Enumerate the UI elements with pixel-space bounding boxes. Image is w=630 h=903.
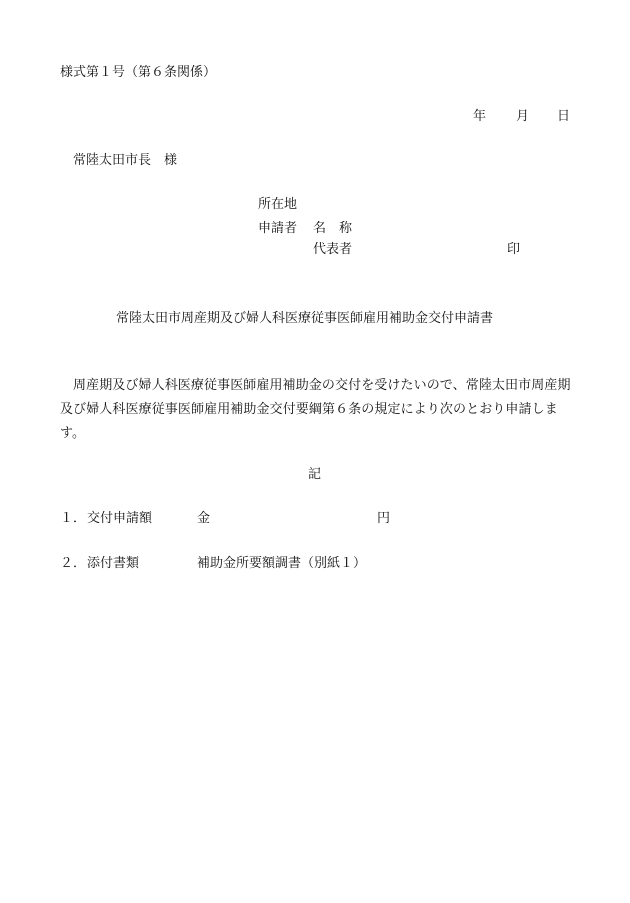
- date-year: 年: [473, 109, 487, 124]
- item-2-number: ２．: [60, 556, 87, 571]
- item-1-value: 金: [197, 511, 211, 526]
- addressee: 常陸太田市長 様: [73, 153, 178, 168]
- document-title: 常陸太田市周産期及び婦人科医療従事医師雇用補助金交付申請書: [116, 311, 494, 326]
- item-1-number: １．: [60, 511, 87, 526]
- address-label: 所在地: [258, 197, 298, 212]
- item-2-value: 補助金所要額調書（別紙１）: [197, 556, 367, 571]
- seal-mark: 印: [507, 242, 521, 257]
- item-1-label: 交付申請額: [87, 511, 153, 526]
- ki-heading: 記: [308, 467, 322, 482]
- representative-label: 代表者: [313, 242, 353, 257]
- item-1-suffix: 円: [377, 511, 391, 526]
- name-label: 名 称: [313, 221, 353, 236]
- date-month: 月: [516, 109, 530, 124]
- form-number: 様式第１号（第６条関係）: [60, 65, 217, 80]
- body-paragraph: 周産期及び婦人科医療従事医師雇用補助金の交付を受けたいので、常陸太田市周産期及び婦人科医療従事医師雇用補助金交付要綱第６条の規定により次のとおり申請します。: [60, 378, 571, 441]
- item-2-label: 添付書類: [87, 556, 140, 571]
- date-day: 日: [557, 109, 571, 124]
- applicant-label: 申請者: [258, 221, 298, 236]
